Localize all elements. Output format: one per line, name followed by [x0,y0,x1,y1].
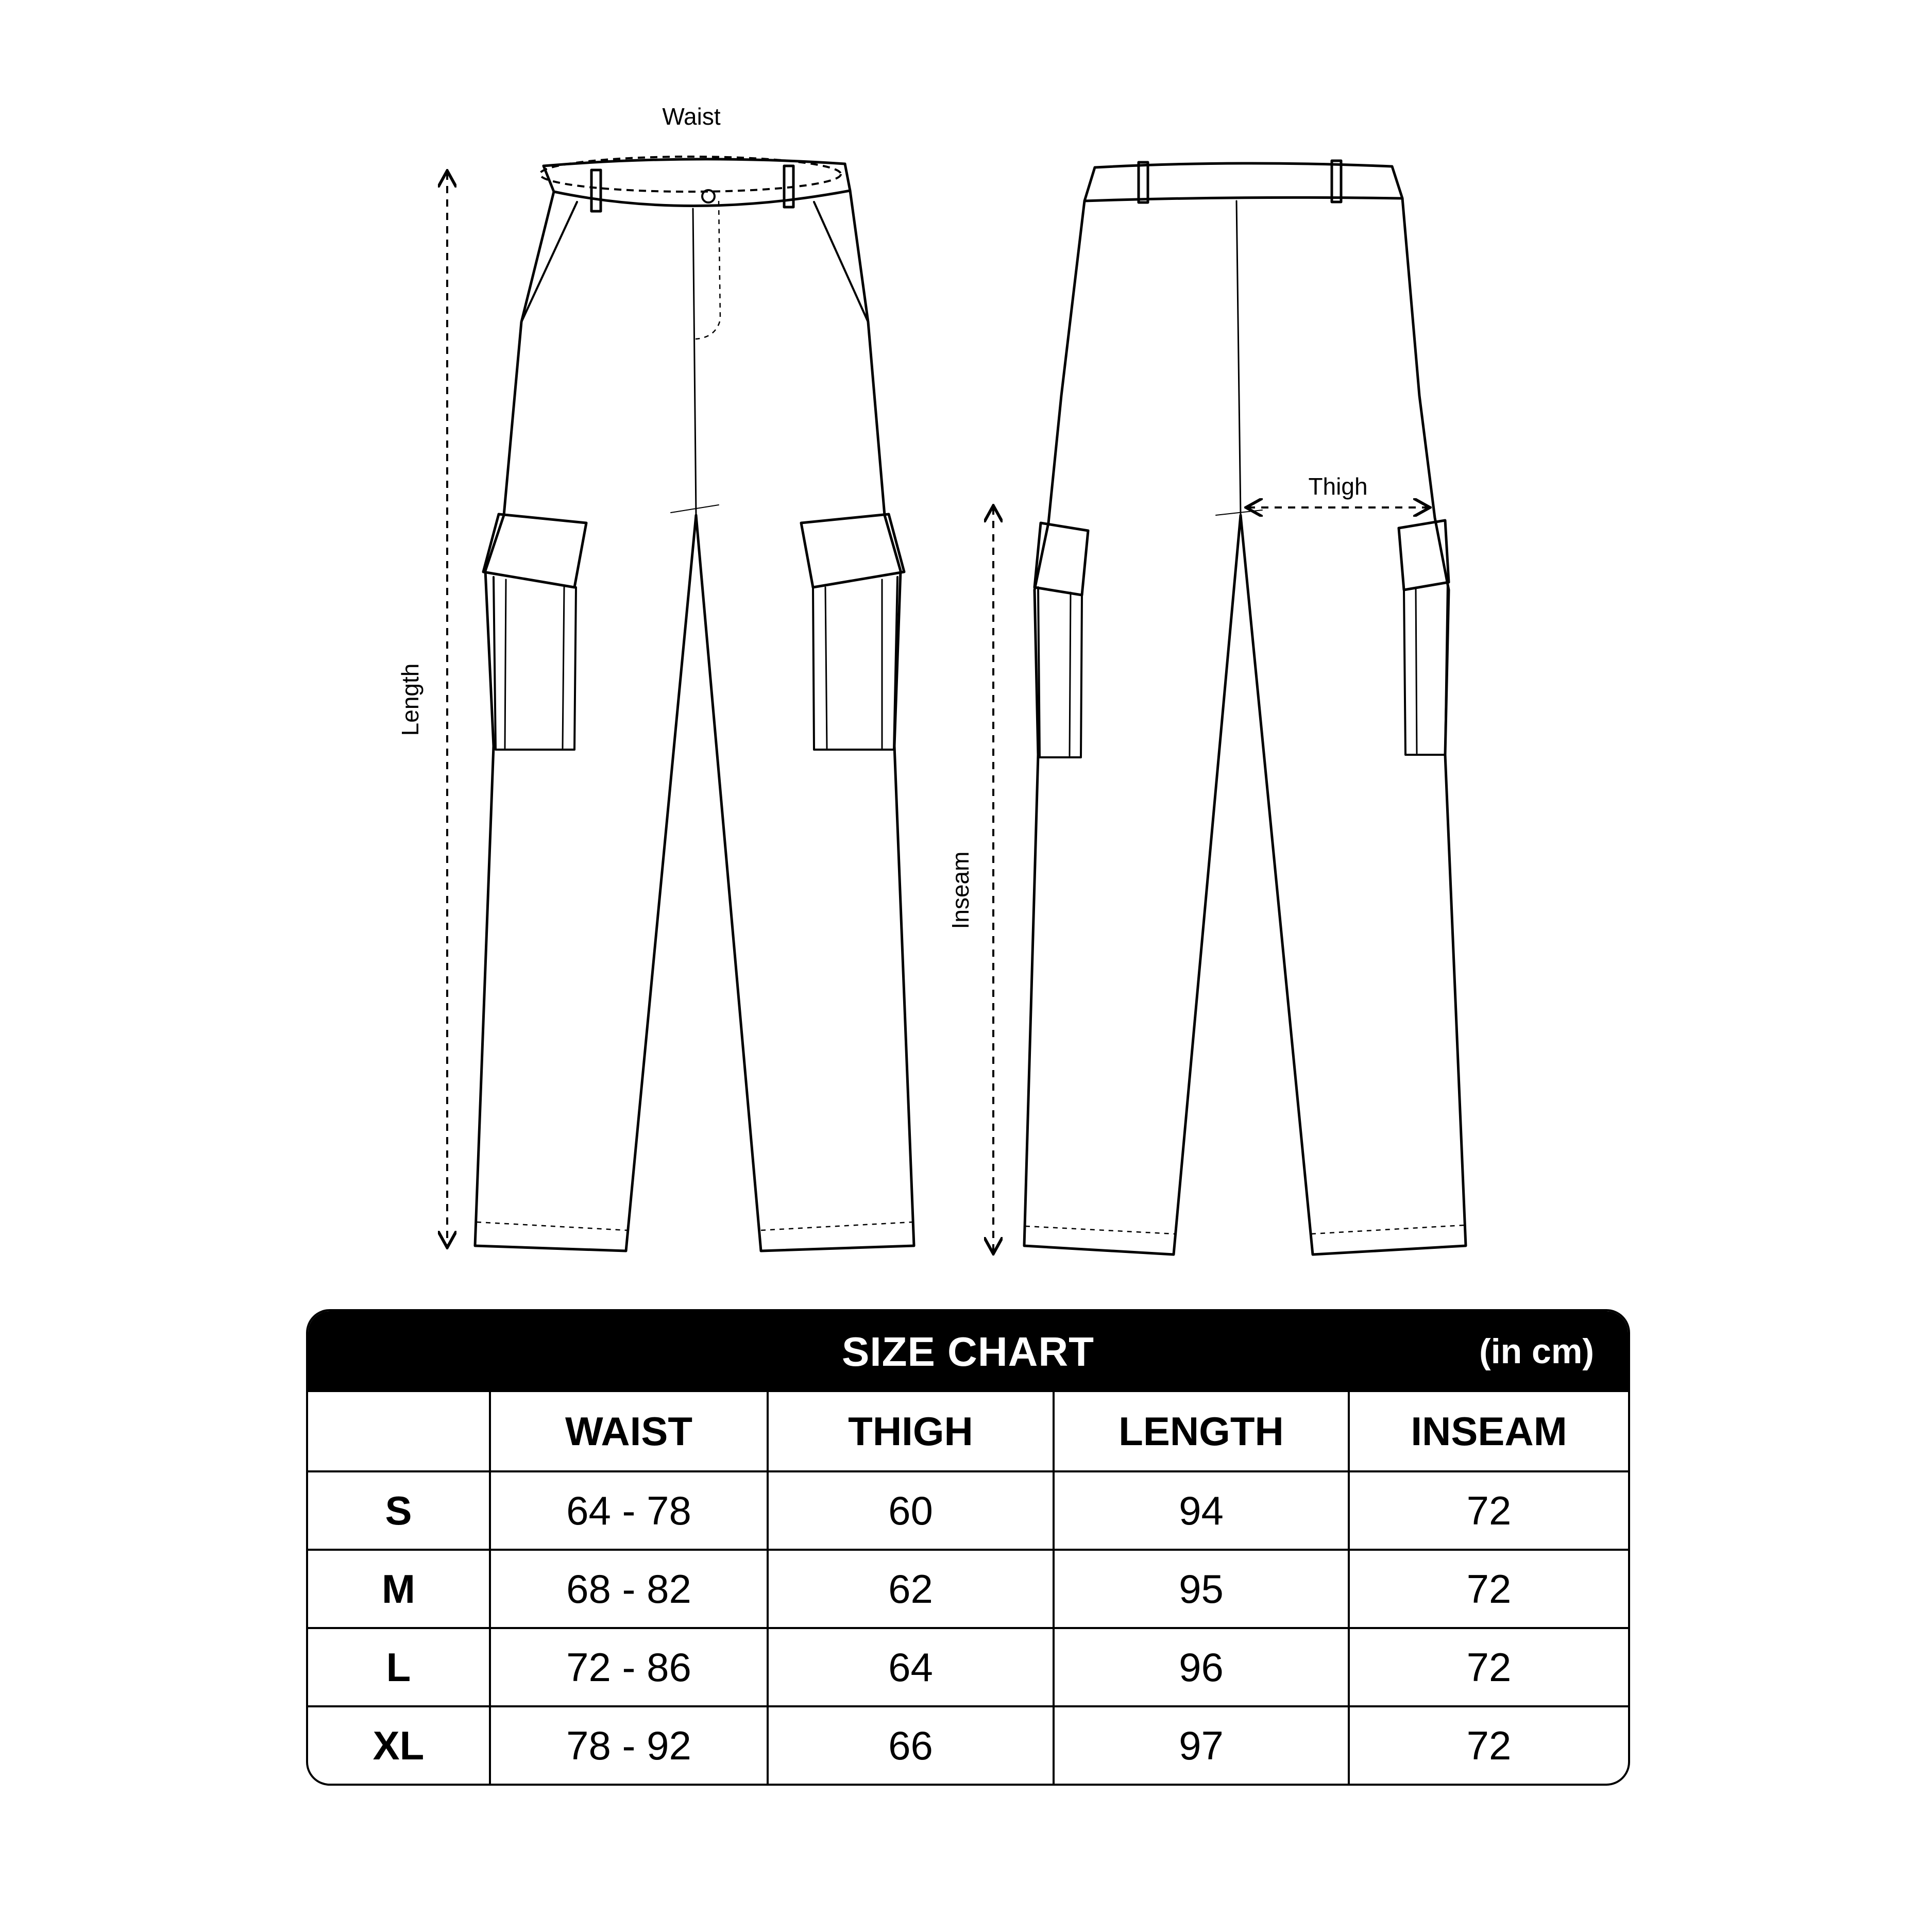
waist-cell: 72 - 86 [490,1628,768,1706]
size-chart-unit: (in cm) [1479,1332,1594,1371]
column-header-size [308,1392,490,1471]
inseam-label: Inseam [947,851,974,929]
inseam-cell: 72 [1349,1706,1628,1784]
size-cell: L [308,1628,490,1706]
back-view [1024,161,1466,1255]
size-chart-header [308,1311,1628,1392]
length-cell: 96 [1054,1628,1349,1706]
length-cell: 95 [1054,1550,1349,1628]
waist-cell: 78 - 92 [490,1706,768,1784]
table-row [308,1628,1628,1706]
column-header-inseam: INSEAM [1349,1392,1628,1471]
column-header-thigh: THIGH [768,1392,1054,1471]
size-cell: S [308,1471,490,1550]
inseam-cell: 72 [1349,1471,1628,1550]
size-chart-title: SIZE CHART [842,1329,1094,1375]
waist-label: Waist [662,103,721,130]
column-header-length: LENGTH [1054,1392,1349,1471]
waist-cell: 68 - 82 [490,1550,768,1628]
size-chart [306,1309,1630,1786]
size-cell: XL [308,1706,490,1784]
table-row [308,1706,1628,1784]
inseam-cell: 72 [1349,1628,1628,1706]
thigh-cell: 62 [768,1550,1054,1628]
waist-cell: 64 - 78 [490,1471,768,1550]
thigh-label: Thigh [1308,473,1368,500]
size-cell: M [308,1550,490,1628]
table-row [308,1471,1628,1550]
thigh-cell: 60 [768,1471,1054,1550]
back-view-stitching [1025,1225,1465,1234]
column-header-waist: WAIST [490,1392,768,1471]
thigh-cell: 64 [768,1628,1054,1706]
length-label: Length [397,663,423,736]
table-row [308,1550,1628,1628]
table-header-row [308,1392,1628,1471]
inseam-cell: 72 [1349,1550,1628,1628]
thigh-cell: 66 [768,1706,1054,1784]
length-cell: 94 [1054,1471,1349,1550]
length-cell: 97 [1054,1706,1349,1784]
size-table [308,1392,1628,1784]
front-view [475,159,914,1251]
